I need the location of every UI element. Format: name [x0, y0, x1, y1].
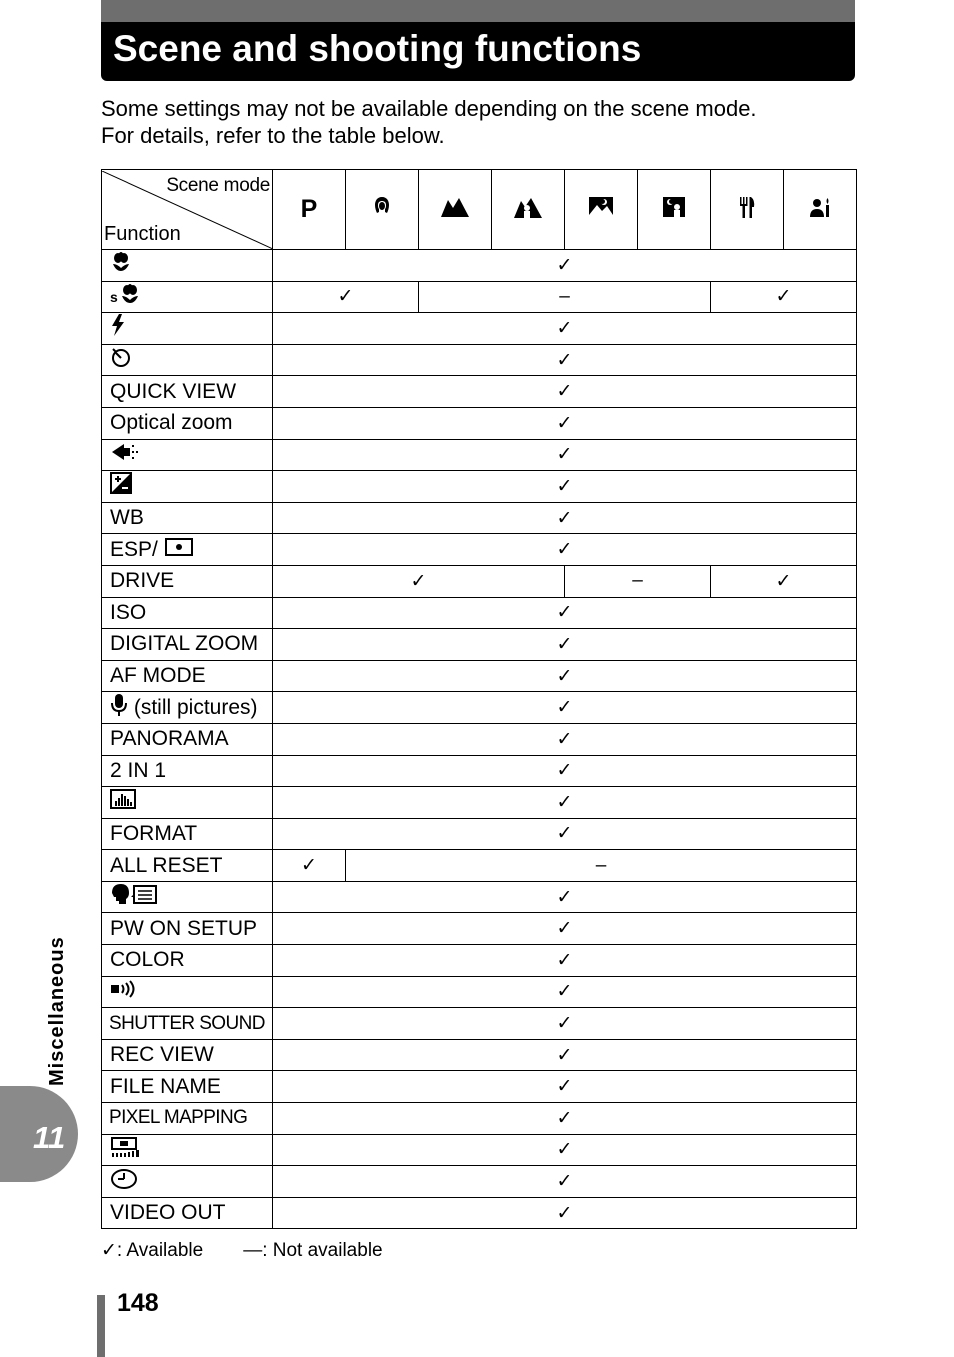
scene-mode-header-landscape-portrait-icon	[492, 170, 565, 250]
table-row	[102, 407, 857, 439]
function-label: DRIVE	[110, 569, 175, 593]
legend-not-available: —: Not available	[243, 1240, 383, 1261]
table-row	[102, 660, 857, 692]
function-cell	[102, 850, 273, 882]
night-portrait-icon	[661, 195, 687, 225]
not-available-mark: –	[565, 565, 711, 597]
page-number: 148	[117, 1289, 159, 1317]
function-label: Optical zoom	[110, 411, 233, 435]
function-label: COLOR	[110, 948, 185, 972]
not-available-mark: –	[419, 281, 711, 313]
available-mark: ✓	[273, 534, 857, 566]
available-mark: ✓	[273, 818, 857, 850]
table-row	[102, 1039, 857, 1071]
function-cell	[102, 881, 273, 913]
table-row	[102, 281, 857, 313]
function-label: QUICK VIEW	[110, 379, 237, 403]
table-row	[102, 565, 857, 597]
page-title: Scene and shooting functions	[113, 28, 642, 69]
available-mark: ✓	[273, 755, 857, 787]
function-cell	[102, 1071, 273, 1103]
function-cell	[102, 407, 273, 439]
monitor-brightness-icon	[110, 1136, 142, 1164]
table-row	[102, 502, 857, 534]
function-label: Function	[104, 222, 181, 245]
function-label: DIGITAL ZOOM	[110, 632, 259, 656]
table-header-row	[102, 170, 857, 250]
available-mark: ✓	[273, 1071, 857, 1103]
scene-function-table	[101, 169, 857, 1229]
function-cell	[102, 1103, 273, 1135]
table-row	[102, 818, 857, 850]
function-cell	[102, 1134, 273, 1166]
available-mark: ✓	[711, 565, 857, 597]
svg-text:s: s	[110, 288, 118, 304]
table-row	[102, 439, 857, 471]
function-label: REC VIEW	[110, 1043, 214, 1067]
page-number-bar	[97, 1295, 105, 1357]
table-row	[102, 471, 857, 503]
function-label: AF MODE	[110, 664, 206, 688]
available-mark: ✓	[273, 1103, 857, 1135]
available-mark: ✓	[273, 1008, 857, 1040]
scene-mode-header-landscape-icon	[419, 170, 492, 250]
intro-line-2: For details, refer to the table below.	[101, 123, 445, 148]
table-row	[102, 1166, 857, 1198]
table-row	[102, 534, 857, 566]
available-mark: ✓	[273, 250, 857, 282]
scene-mode-label: Scene mode	[166, 174, 270, 196]
table-row	[102, 376, 857, 408]
table-row	[102, 1197, 857, 1229]
chapter-side-label: Miscellaneous	[46, 936, 68, 1086]
function-cell	[102, 502, 273, 534]
landscape-portrait-icon	[513, 195, 543, 225]
function-cell	[102, 723, 273, 755]
function-cell	[102, 1008, 273, 1040]
available-mark: ✓	[273, 850, 346, 882]
available-mark: ✓	[273, 565, 565, 597]
table-row	[102, 1103, 857, 1135]
function-label: WB	[110, 506, 144, 530]
chapter-number: 11	[33, 1120, 66, 1155]
legend-available: ✓: Available	[101, 1240, 204, 1261]
function-cell	[102, 597, 273, 629]
title-bar	[101, 0, 855, 81]
table-row	[102, 250, 857, 282]
function-label: PIXEL MAPPING	[109, 1107, 248, 1129]
function-label: PANORAMA	[110, 727, 229, 751]
available-mark: ✓	[273, 913, 857, 945]
table-row	[102, 1008, 857, 1040]
available-mark: ✓	[273, 1197, 857, 1229]
available-mark: ✓	[273, 692, 857, 724]
table-row	[102, 945, 857, 977]
function-cell	[102, 945, 273, 977]
function-cell	[102, 787, 273, 819]
function-cell	[102, 250, 273, 282]
available-mark: ✓	[273, 787, 857, 819]
function-cell	[102, 1039, 273, 1071]
available-mark: ✓	[711, 281, 857, 313]
spot-metering-icon	[164, 537, 194, 563]
function-cell	[102, 376, 273, 408]
function-cell	[102, 281, 273, 313]
scene-mode-header-indoor-candle-icon	[784, 170, 857, 250]
table-row	[102, 850, 857, 882]
function-label: FILE NAME	[110, 1074, 221, 1098]
function-cell	[102, 913, 273, 945]
available-mark: ✓	[273, 344, 857, 376]
function-label: FORMAT	[110, 821, 198, 845]
table-row	[102, 913, 857, 945]
function-cell	[102, 629, 273, 661]
available-mark: ✓	[273, 1166, 857, 1198]
function-label: SHUTTER SOUND	[109, 1012, 265, 1034]
scene-mode-header-program-mode	[273, 170, 346, 250]
function-cell	[102, 344, 273, 376]
function-label: PW ON SETUP	[110, 916, 258, 940]
scene-mode-header-night-scene-icon	[565, 170, 638, 250]
not-available-mark: –	[346, 850, 857, 882]
function-cell	[102, 471, 273, 503]
available-mark: ✓	[273, 723, 857, 755]
available-mark: ✓	[273, 376, 857, 408]
function-label: VIDEO OUT	[110, 1201, 226, 1225]
function-cell	[102, 976, 273, 1008]
table-row	[102, 344, 857, 376]
indoor-candle-icon	[807, 195, 833, 225]
cuisine-icon	[737, 195, 757, 225]
table-row	[102, 881, 857, 913]
super-macro-icon	[110, 284, 140, 310]
available-mark: ✓	[273, 660, 857, 692]
function-label: ALL RESET	[110, 853, 223, 877]
available-mark: ✓	[273, 629, 857, 661]
function-label: (still pictures)	[128, 695, 258, 719]
table-row	[102, 1071, 857, 1103]
available-mark: ✓	[273, 597, 857, 629]
available-mark: ✓	[273, 313, 857, 345]
table-row	[102, 597, 857, 629]
beep-icon	[110, 979, 138, 1005]
table-row	[102, 313, 857, 345]
available-mark: ✓	[273, 945, 857, 977]
function-cell	[102, 818, 273, 850]
scene-mode-header-night-portrait-icon	[638, 170, 711, 250]
histogram-icon	[110, 789, 136, 815]
table-row	[102, 976, 857, 1008]
program-mode-label: P	[300, 195, 318, 223]
title-bar-top-strip	[101, 0, 855, 22]
intro-text	[101, 95, 855, 149]
clock-icon	[110, 1168, 138, 1196]
function-label: ESP/	[110, 537, 158, 561]
image-quality-icon	[110, 442, 140, 468]
exposure-compensation-icon	[110, 472, 132, 500]
night-scene-icon	[587, 195, 615, 225]
available-mark: ✓	[273, 281, 419, 313]
function-cell	[102, 755, 273, 787]
available-mark: ✓	[273, 439, 857, 471]
available-mark: ✓	[273, 1039, 857, 1071]
available-mark: ✓	[273, 881, 857, 913]
portrait-icon	[370, 195, 394, 225]
language-icon	[110, 883, 158, 911]
function-cell	[102, 1166, 273, 1198]
function-cell	[102, 534, 273, 566]
microphone-icon	[110, 693, 128, 723]
available-mark: ✓	[273, 471, 857, 503]
intro-line-1: Some settings may not be available depending on the scene mode.	[101, 96, 757, 121]
legend	[101, 1239, 383, 1262]
landscape-icon	[440, 196, 470, 224]
function-label: 2 IN 1	[110, 758, 167, 782]
self-timer-icon	[110, 346, 132, 374]
scene-mode-header-portrait-icon	[346, 170, 419, 250]
scene-mode-header-cuisine-icon	[711, 170, 784, 250]
available-mark: ✓	[273, 976, 857, 1008]
available-mark: ✓	[273, 502, 857, 534]
corner-cell	[102, 170, 273, 250]
function-cell	[102, 692, 273, 724]
table-row	[102, 787, 857, 819]
function-cell	[102, 1197, 273, 1229]
function-cell	[102, 565, 273, 597]
function-cell	[102, 313, 273, 345]
table-row	[102, 1134, 857, 1166]
available-mark: ✓	[273, 1134, 857, 1166]
flash-icon	[110, 313, 126, 343]
table-row	[102, 723, 857, 755]
table-row	[102, 692, 857, 724]
function-cell	[102, 439, 273, 471]
table-row	[102, 755, 857, 787]
function-label: ISO	[110, 600, 147, 624]
function-cell	[102, 660, 273, 692]
macro-icon	[110, 252, 132, 278]
available-mark: ✓	[273, 407, 857, 439]
chapter-tab	[0, 1086, 78, 1182]
table-row	[102, 629, 857, 661]
